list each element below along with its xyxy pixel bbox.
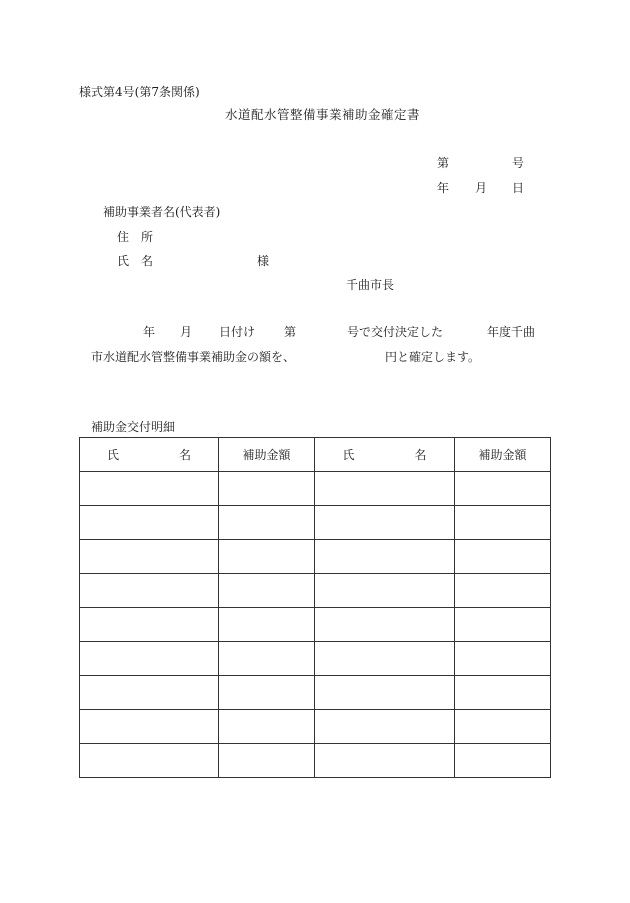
table-row — [80, 608, 551, 642]
amount-cell[interactable] — [219, 506, 315, 540]
name-cell[interactable] — [315, 540, 455, 574]
amount-cell[interactable] — [219, 574, 315, 608]
detail-table-body — [80, 472, 551, 778]
name-cell[interactable] — [80, 676, 219, 710]
name-cell[interactable] — [315, 676, 455, 710]
name-cell[interactable] — [315, 506, 455, 540]
detail-header-row — [80, 438, 551, 472]
body-year: 年 — [143, 325, 156, 339]
name-cell[interactable] — [80, 608, 219, 642]
amount-cell[interactable] — [455, 608, 551, 642]
name-cell[interactable] — [315, 608, 455, 642]
amount-cell[interactable] — [455, 472, 551, 506]
name-cell[interactable] — [80, 540, 219, 574]
table-row — [80, 574, 551, 608]
name-cell[interactable] — [315, 710, 455, 744]
body-line2-end: 円と確定します。 — [385, 350, 481, 364]
honorific: 様 — [257, 254, 270, 268]
amount-cell[interactable] — [455, 506, 551, 540]
body-dated: 日付け — [219, 325, 256, 339]
body-dai: 第 — [284, 325, 297, 339]
document-title: 水道配水管整備事業補助金確定書 — [225, 107, 421, 122]
form-number: 様式第4号(第7条関係) — [79, 85, 200, 99]
name-cell[interactable] — [315, 642, 455, 676]
detail-section-label: 補助金交付明細 — [91, 420, 176, 434]
header-name-1: 氏 名 — [80, 438, 219, 472]
name-cell[interactable] — [80, 744, 219, 778]
body-line2-start: 市水道配水管整備事業補助金の額を、 — [91, 350, 296, 364]
doc-no-prefix: 第 — [437, 156, 450, 170]
name-label-1: 氏 — [117, 254, 130, 268]
table-row — [80, 540, 551, 574]
table-row — [80, 642, 551, 676]
date-year: 年 — [437, 181, 450, 195]
doc-no-suffix: 号 — [512, 156, 525, 170]
amount-cell[interactable] — [219, 608, 315, 642]
table-row — [80, 710, 551, 744]
header-amount-2: 補助金額 — [455, 438, 551, 472]
name-cell[interactable] — [80, 472, 219, 506]
name-cell[interactable] — [315, 574, 455, 608]
amount-cell[interactable] — [455, 642, 551, 676]
name-cell[interactable] — [80, 574, 219, 608]
date-month: 月 — [475, 181, 488, 195]
table-row — [80, 506, 551, 540]
amount-cell[interactable] — [455, 744, 551, 778]
detail-table — [79, 437, 551, 778]
issuer: 千曲市長 — [346, 278, 395, 292]
amount-cell[interactable] — [455, 574, 551, 608]
amount-cell[interactable] — [455, 710, 551, 744]
recipient-label: 補助事業者名(代表者) — [103, 205, 221, 219]
name-label-2: 名 — [141, 254, 154, 268]
amount-cell[interactable] — [219, 540, 315, 574]
name-cell[interactable] — [315, 472, 455, 506]
header-name-2: 氏 名 — [315, 438, 455, 472]
body-fiscal-year: 年度千曲 — [487, 325, 536, 339]
address-label-1: 住 — [117, 230, 130, 244]
header-amount-1: 補助金額 — [219, 438, 315, 472]
table-row — [80, 472, 551, 506]
name-cell[interactable] — [80, 710, 219, 744]
amount-cell[interactable] — [455, 676, 551, 710]
body-month: 月 — [180, 325, 193, 339]
amount-cell[interactable] — [219, 472, 315, 506]
amount-cell[interactable] — [219, 710, 315, 744]
body-decided: 号で交付決定した — [347, 325, 444, 339]
amount-cell[interactable] — [455, 540, 551, 574]
amount-cell[interactable] — [219, 676, 315, 710]
address-label-2: 所 — [141, 230, 154, 244]
date-day: 日 — [512, 181, 525, 195]
amount-cell[interactable] — [219, 744, 315, 778]
table-row — [80, 744, 551, 778]
name-cell[interactable] — [80, 642, 219, 676]
amount-cell[interactable] — [219, 642, 315, 676]
name-cell[interactable] — [80, 506, 219, 540]
name-cell[interactable] — [315, 744, 455, 778]
table-row — [80, 676, 551, 710]
